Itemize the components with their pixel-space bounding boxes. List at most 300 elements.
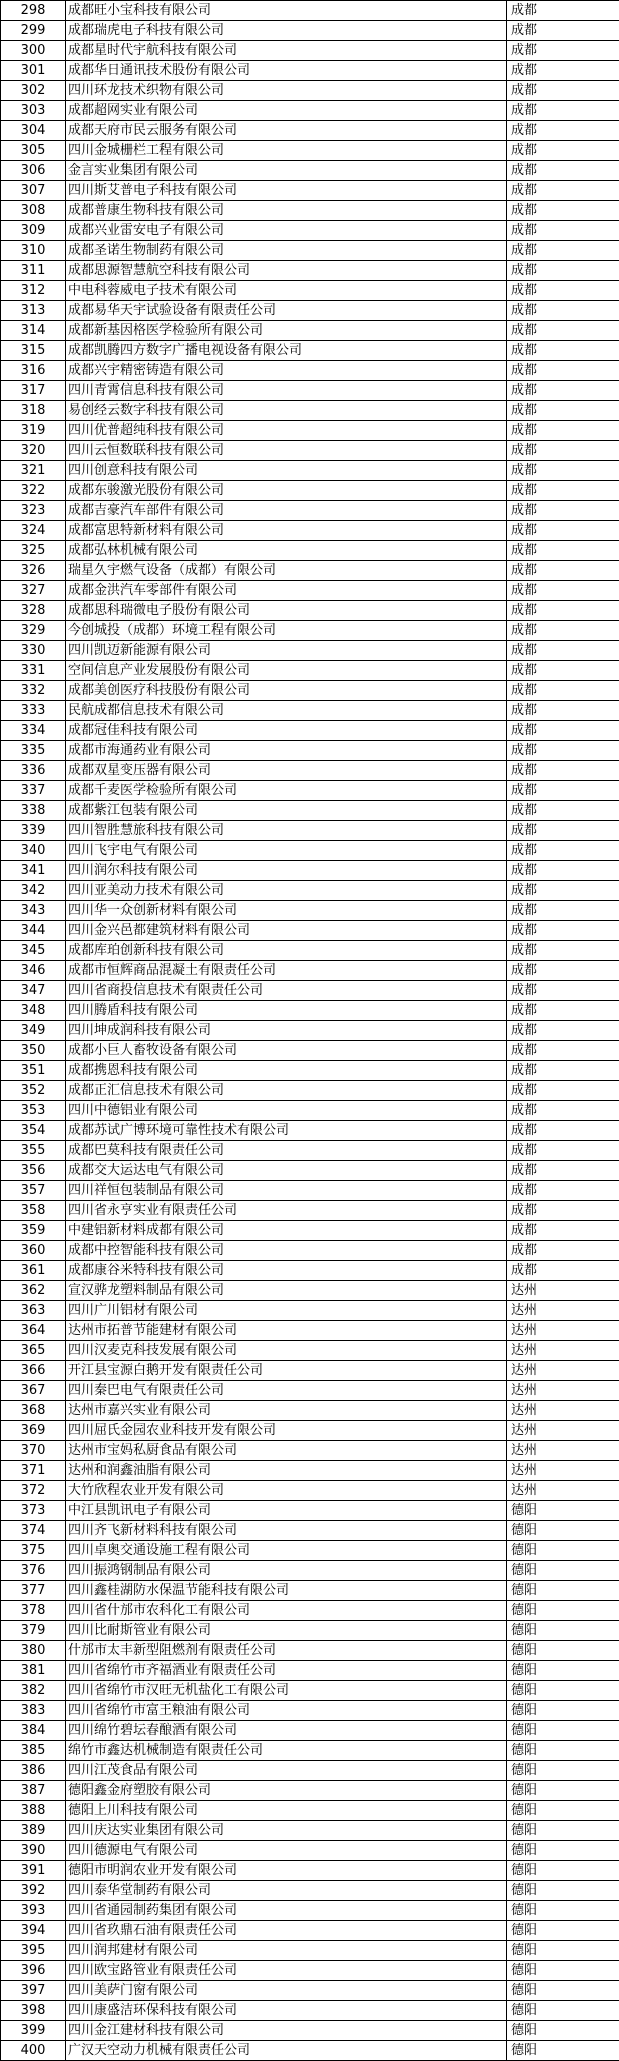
company-name: 四川比耐斯管业有限公司 [66, 1621, 507, 1641]
table-row [1, 1741, 619, 1761]
city-name: 成都 [507, 961, 619, 981]
row-number: 386 [1, 1761, 66, 1781]
table-row [1, 581, 619, 601]
table-row [1, 1201, 619, 1221]
city-name: 成都 [507, 381, 619, 401]
table-row [1, 1501, 619, 1521]
city-name: 成都 [507, 441, 619, 461]
company-name: 四川智胜慧旅科技有限公司 [66, 821, 507, 841]
city-name: 成都 [507, 1, 619, 21]
city-name: 成都 [507, 1061, 619, 1081]
city-name: 成都 [507, 321, 619, 341]
table-row [1, 841, 619, 861]
company-name: 四川金兴邑都建筑材料有限公司 [66, 921, 507, 941]
city-name: 成都 [507, 521, 619, 541]
company-name: 四川省商投信息技术有限责任公司 [66, 981, 507, 1001]
city-name: 成都 [507, 1201, 619, 1221]
company-name: 成都超网实业有限公司 [66, 101, 507, 121]
row-number: 310 [1, 241, 66, 261]
table-row [1, 1021, 619, 1041]
row-number: 377 [1, 1581, 66, 1601]
city-name: 成都 [507, 621, 619, 641]
city-name: 成都 [507, 501, 619, 521]
row-number: 303 [1, 101, 66, 121]
city-name: 成都 [507, 1161, 619, 1181]
row-number: 312 [1, 281, 66, 301]
table-row [1, 2021, 619, 2041]
table-row [1, 701, 619, 721]
company-name: 达州和润鑫油脂有限公司 [66, 1461, 507, 1481]
city-name: 成都 [507, 1261, 619, 1281]
company-name: 成都凯腾四方数字广播电视设备有限公司 [66, 341, 507, 361]
city-name: 成都 [507, 921, 619, 941]
company-name: 四川创意科技有限公司 [66, 461, 507, 481]
table-row [1, 1421, 619, 1441]
city-name: 德阳 [507, 2041, 619, 2061]
company-name: 四川卓奥交通设施工程有限公司 [66, 1541, 507, 1561]
table-row [1, 361, 619, 381]
city-name: 德阳 [507, 1961, 619, 1981]
company-name: 四川庆达实业集团有限公司 [66, 1821, 507, 1841]
company-name: 四川腾盾科技有限公司 [66, 1001, 507, 1021]
company-name: 成都正汇信息技术有限公司 [66, 1081, 507, 1101]
city-name: 成都 [507, 661, 619, 681]
city-name: 成都 [507, 61, 619, 81]
row-number: 370 [1, 1441, 66, 1461]
table-row [1, 181, 619, 201]
company-name: 成都兴宇精密铸造有限公司 [66, 361, 507, 381]
row-number: 314 [1, 321, 66, 341]
company-name: 四川美萨门窗有限公司 [66, 1981, 507, 2001]
company-name: 宣汉骅龙塑料制品有限公司 [66, 1281, 507, 1301]
row-number: 329 [1, 621, 66, 641]
city-name: 成都 [507, 1121, 619, 1141]
city-name: 成都 [507, 981, 619, 1001]
company-name: 四川云恒数联科技有限公司 [66, 441, 507, 461]
city-name: 成都 [507, 341, 619, 361]
city-name: 成都 [507, 181, 619, 201]
company-name: 成都双星变压器有限公司 [66, 761, 507, 781]
table-row [1, 1621, 619, 1641]
company-name: 四川欧宝路管业有限责任公司 [66, 1961, 507, 1981]
company-name: 德阳鑫金府塑胶有限公司 [66, 1781, 507, 1801]
row-number: 393 [1, 1901, 66, 1921]
table-row [1, 261, 619, 281]
company-name: 成都市恒辉商品混凝土有限责任公司 [66, 961, 507, 981]
company-name: 四川省永亨实业有限责任公司 [66, 1201, 507, 1221]
table-row [1, 1401, 619, 1421]
row-number: 305 [1, 141, 66, 161]
company-name: 成都中控智能科技有限公司 [66, 1241, 507, 1261]
company-name: 四川康盛洁环保科技有限公司 [66, 2001, 507, 2021]
table-row [1, 81, 619, 101]
table-row [1, 1301, 619, 1321]
row-number: 320 [1, 441, 66, 461]
city-name: 成都 [507, 141, 619, 161]
city-name: 德阳 [507, 1721, 619, 1741]
city-name: 德阳 [507, 1921, 619, 1941]
city-name: 德阳 [507, 1581, 619, 1601]
table-body [1, 1, 619, 2061]
table-row [1, 921, 619, 941]
row-number: 346 [1, 961, 66, 981]
table-row [1, 1141, 619, 1161]
table-row [1, 1001, 619, 1021]
company-name: 成都星时代宇航科技有限公司 [66, 41, 507, 61]
table-row [1, 1761, 619, 1781]
table-row [1, 1961, 619, 1981]
city-name: 达州 [507, 1421, 619, 1441]
company-name: 四川德源电气有限公司 [66, 1841, 507, 1861]
table-row [1, 1981, 619, 2001]
company-name: 四川中德铝业有限公司 [66, 1101, 507, 1121]
city-name: 成都 [507, 1081, 619, 1101]
row-number: 323 [1, 501, 66, 521]
city-name: 德阳 [507, 1761, 619, 1781]
city-name: 德阳 [507, 1981, 619, 2001]
company-name: 成都华日通讯技术股份有限公司 [66, 61, 507, 81]
table-row [1, 1121, 619, 1141]
city-name: 成都 [507, 721, 619, 741]
table-row [1, 121, 619, 141]
row-number: 335 [1, 741, 66, 761]
company-name: 成都旺小宝科技有限公司 [66, 1, 507, 21]
company-name: 四川金江建材科技有限公司 [66, 2021, 507, 2041]
row-number: 350 [1, 1041, 66, 1061]
row-number: 357 [1, 1181, 66, 1201]
row-number: 334 [1, 721, 66, 741]
company-name: 成都思科瑞微电子股份有限公司 [66, 601, 507, 621]
city-name: 成都 [507, 541, 619, 561]
company-name: 成都美创医疗科技股份有限公司 [66, 681, 507, 701]
city-name: 达州 [507, 1321, 619, 1341]
company-name: 绵竹市鑫达机械制造有限责任公司 [66, 1741, 507, 1761]
company-name: 今创城投（成都）环境工程有限公司 [66, 621, 507, 641]
table-row [1, 201, 619, 221]
row-number: 302 [1, 81, 66, 101]
table-row [1, 1901, 619, 1921]
city-name: 成都 [507, 481, 619, 501]
city-name: 成都 [507, 741, 619, 761]
table-row [1, 101, 619, 121]
company-name: 易创经云数字科技有限公司 [66, 401, 507, 421]
company-name: 四川青霄信息科技有限公司 [66, 381, 507, 401]
company-name: 四川飞宇电气有限公司 [66, 841, 507, 861]
company-name: 四川江茂食品有限公司 [66, 1761, 507, 1781]
row-number: 376 [1, 1561, 66, 1581]
company-name: 四川省绵竹市富王粮油有限公司 [66, 1701, 507, 1721]
city-name: 成都 [507, 801, 619, 821]
city-name: 成都 [507, 101, 619, 121]
table-row [1, 321, 619, 341]
city-name: 达州 [507, 1401, 619, 1421]
row-number: 311 [1, 261, 66, 281]
row-number: 347 [1, 981, 66, 1001]
company-name: 成都市海通药业有限公司 [66, 741, 507, 761]
table-row [1, 1801, 619, 1821]
table-row [1, 1461, 619, 1481]
company-name: 达州市拓普节能建材有限公司 [66, 1321, 507, 1341]
city-name: 德阳 [507, 1741, 619, 1761]
table-row [1, 381, 619, 401]
row-number: 390 [1, 1841, 66, 1861]
row-number: 340 [1, 841, 66, 861]
row-number: 298 [1, 1, 66, 21]
row-number: 349 [1, 1021, 66, 1041]
company-name: 四川省绵竹市齐福酒业有限责任公司 [66, 1661, 507, 1681]
company-name: 成都圣诺生物制药有限公司 [66, 241, 507, 261]
table-row [1, 1341, 619, 1361]
table-row [1, 521, 619, 541]
city-name: 成都 [507, 421, 619, 441]
company-name: 四川省什邡市农科化工有限公司 [66, 1601, 507, 1621]
company-name: 成都富思特新材料有限公司 [66, 521, 507, 541]
table-row [1, 1661, 619, 1681]
city-name: 成都 [507, 261, 619, 281]
city-name: 达州 [507, 1381, 619, 1401]
row-number: 374 [1, 1521, 66, 1541]
table-row [1, 1921, 619, 1941]
company-name: 瑞星久宇燃气设备（成都）有限公司 [66, 561, 507, 581]
row-number: 389 [1, 1821, 66, 1841]
city-name: 达州 [507, 1461, 619, 1481]
city-name: 德阳 [507, 1681, 619, 1701]
city-name: 德阳 [507, 1521, 619, 1541]
row-number: 313 [1, 301, 66, 321]
row-number: 352 [1, 1081, 66, 1101]
row-number: 396 [1, 1961, 66, 1981]
row-number: 330 [1, 641, 66, 661]
company-name: 空间信息产业发展股份有限公司 [66, 661, 507, 681]
city-name: 德阳 [507, 1841, 619, 1861]
company-name: 四川环龙技术织物有限公司 [66, 81, 507, 101]
city-name: 成都 [507, 1221, 619, 1241]
row-number: 328 [1, 601, 66, 621]
row-number: 336 [1, 761, 66, 781]
table-row [1, 1061, 619, 1081]
city-name: 德阳 [507, 1881, 619, 1901]
row-number: 362 [1, 1281, 66, 1301]
city-name: 达州 [507, 1341, 619, 1361]
city-name: 成都 [507, 81, 619, 101]
row-number: 304 [1, 121, 66, 141]
table-row [1, 861, 619, 881]
row-number: 361 [1, 1261, 66, 1281]
city-name: 达州 [507, 1281, 619, 1301]
city-name: 成都 [507, 1001, 619, 1021]
table-row [1, 1241, 619, 1261]
row-number: 366 [1, 1361, 66, 1381]
table-row [1, 801, 619, 821]
company-name: 开江县宝源白鹅开发有限责任公司 [66, 1361, 507, 1381]
table-row [1, 1541, 619, 1561]
company-name: 成都康谷米特科技有限公司 [66, 1261, 507, 1281]
table-row [1, 1381, 619, 1401]
city-name: 德阳 [507, 1541, 619, 1561]
row-number: 394 [1, 1921, 66, 1941]
city-name: 成都 [507, 641, 619, 661]
table-row [1, 1861, 619, 1881]
table-row [1, 1321, 619, 1341]
row-number: 375 [1, 1541, 66, 1561]
company-name: 成都库珀创新科技有限公司 [66, 941, 507, 961]
city-name: 成都 [507, 821, 619, 841]
city-name: 成都 [507, 201, 619, 221]
company-name: 什邡市太丰新型阻燃剂有限责任公司 [66, 1641, 507, 1661]
row-number: 399 [1, 2021, 66, 2041]
table-row [1, 221, 619, 241]
city-name: 成都 [507, 781, 619, 801]
company-name: 四川凯迈新能源有限公司 [66, 641, 507, 661]
row-number: 339 [1, 821, 66, 841]
company-name: 四川润尔科技有限公司 [66, 861, 507, 881]
row-number: 363 [1, 1301, 66, 1321]
table-row [1, 1561, 619, 1581]
company-name: 中江县凯讯电子有限公司 [66, 1501, 507, 1521]
row-number: 327 [1, 581, 66, 601]
row-number: 322 [1, 481, 66, 501]
row-number: 371 [1, 1461, 66, 1481]
table-row [1, 1181, 619, 1201]
company-name: 四川齐飞新材料科技有限公司 [66, 1521, 507, 1541]
company-name: 四川斯艾普电子科技有限公司 [66, 181, 507, 201]
row-number: 365 [1, 1341, 66, 1361]
row-number: 355 [1, 1141, 66, 1161]
table-row [1, 1581, 619, 1601]
table-row [1, 981, 619, 1001]
city-name: 成都 [507, 1181, 619, 1201]
row-number: 385 [1, 1741, 66, 1761]
company-name: 成都交大运达电气有限公司 [66, 1161, 507, 1181]
table-row [1, 161, 619, 181]
table-row [1, 1841, 619, 1861]
table-row [1, 1521, 619, 1541]
company-name: 中电科蓉威电子技术有限公司 [66, 281, 507, 301]
company-name: 成都吉豪汽车部件有限公司 [66, 501, 507, 521]
row-number: 299 [1, 21, 66, 41]
city-name: 成都 [507, 861, 619, 881]
city-name: 成都 [507, 301, 619, 321]
company-name: 成都兴业雷安电子有限公司 [66, 221, 507, 241]
row-number: 348 [1, 1001, 66, 1021]
row-number: 344 [1, 921, 66, 941]
row-number: 400 [1, 2041, 66, 2061]
company-name: 中建铝新材料成都有限公司 [66, 1221, 507, 1241]
row-number: 391 [1, 1861, 66, 1881]
table-row [1, 21, 619, 41]
table-row [1, 741, 619, 761]
city-name: 达州 [507, 1481, 619, 1501]
row-number: 326 [1, 561, 66, 581]
row-number: 317 [1, 381, 66, 401]
row-number: 372 [1, 1481, 66, 1501]
company-name: 四川祥恒包装制品有限公司 [66, 1181, 507, 1201]
table-row [1, 681, 619, 701]
city-name: 德阳 [507, 1661, 619, 1681]
table-row [1, 621, 619, 641]
city-name: 成都 [507, 1101, 619, 1121]
city-name: 德阳 [507, 1781, 619, 1801]
city-name: 成都 [507, 21, 619, 41]
company-name: 达州市宝妈私厨食品有限公司 [66, 1441, 507, 1461]
row-number: 316 [1, 361, 66, 381]
company-name: 成都冠佳科技有限公司 [66, 721, 507, 741]
row-number: 387 [1, 1781, 66, 1801]
city-name: 德阳 [507, 1601, 619, 1621]
company-name: 四川汉麦克科技发展有限公司 [66, 1341, 507, 1361]
table-row [1, 1281, 619, 1301]
row-number: 381 [1, 1661, 66, 1681]
table-row [1, 1681, 619, 1701]
table-row [1, 1701, 619, 1721]
row-number: 356 [1, 1161, 66, 1181]
table-row [1, 1601, 619, 1621]
company-name: 成都小巨人畜牧设备有限公司 [66, 1041, 507, 1061]
table-row [1, 1101, 619, 1121]
company-name: 金言实业集团有限公司 [66, 161, 507, 181]
company-name: 大竹欣程农业开发有限公司 [66, 1481, 507, 1501]
row-number: 321 [1, 461, 66, 481]
row-number: 392 [1, 1881, 66, 1901]
table-row [1, 941, 619, 961]
company-name: 四川金城栅栏工程有限公司 [66, 141, 507, 161]
table-row [1, 281, 619, 301]
table-row [1, 1781, 619, 1801]
city-name: 成都 [507, 121, 619, 141]
row-number: 306 [1, 161, 66, 181]
table-row [1, 341, 619, 361]
company-name: 四川省绵竹市汉旺无机盐化工有限公司 [66, 1681, 507, 1701]
row-number: 332 [1, 681, 66, 701]
table-row [1, 561, 619, 581]
table-row [1, 481, 619, 501]
company-name: 四川绵竹碧坛春酿酒有限公司 [66, 1721, 507, 1741]
city-name: 成都 [507, 41, 619, 61]
table-row [1, 601, 619, 621]
table-row [1, 421, 619, 441]
table-row [1, 821, 619, 841]
company-name: 四川鑫桂湖防水保温节能科技有限公司 [66, 1581, 507, 1601]
row-number: 378 [1, 1601, 66, 1621]
table-row [1, 441, 619, 461]
row-number: 338 [1, 801, 66, 821]
city-name: 成都 [507, 1041, 619, 1061]
row-number: 333 [1, 701, 66, 721]
row-number: 354 [1, 1121, 66, 1141]
table-row [1, 461, 619, 481]
company-name: 民航成都信息技术有限公司 [66, 701, 507, 721]
row-number: 373 [1, 1501, 66, 1521]
row-number: 367 [1, 1381, 66, 1401]
table-row [1, 401, 619, 421]
row-number: 318 [1, 401, 66, 421]
row-number: 382 [1, 1681, 66, 1701]
table-row [1, 1721, 619, 1741]
row-number: 315 [1, 341, 66, 361]
table-row [1, 241, 619, 261]
company-name: 成都瑞虎电子科技有限公司 [66, 21, 507, 41]
company-name: 成都苏试广博环境可靠性技术有限公司 [66, 1121, 507, 1141]
company-name: 四川坤成润科技有限公司 [66, 1021, 507, 1041]
row-number: 300 [1, 41, 66, 61]
company-name: 成都紫江包装有限公司 [66, 801, 507, 821]
city-name: 成都 [507, 241, 619, 261]
table-row [1, 761, 619, 781]
table-row [1, 1481, 619, 1501]
company-name: 四川省玖鼎石油有限责任公司 [66, 1921, 507, 1941]
table-row [1, 781, 619, 801]
company-name: 成都普康生物科技有限公司 [66, 201, 507, 221]
